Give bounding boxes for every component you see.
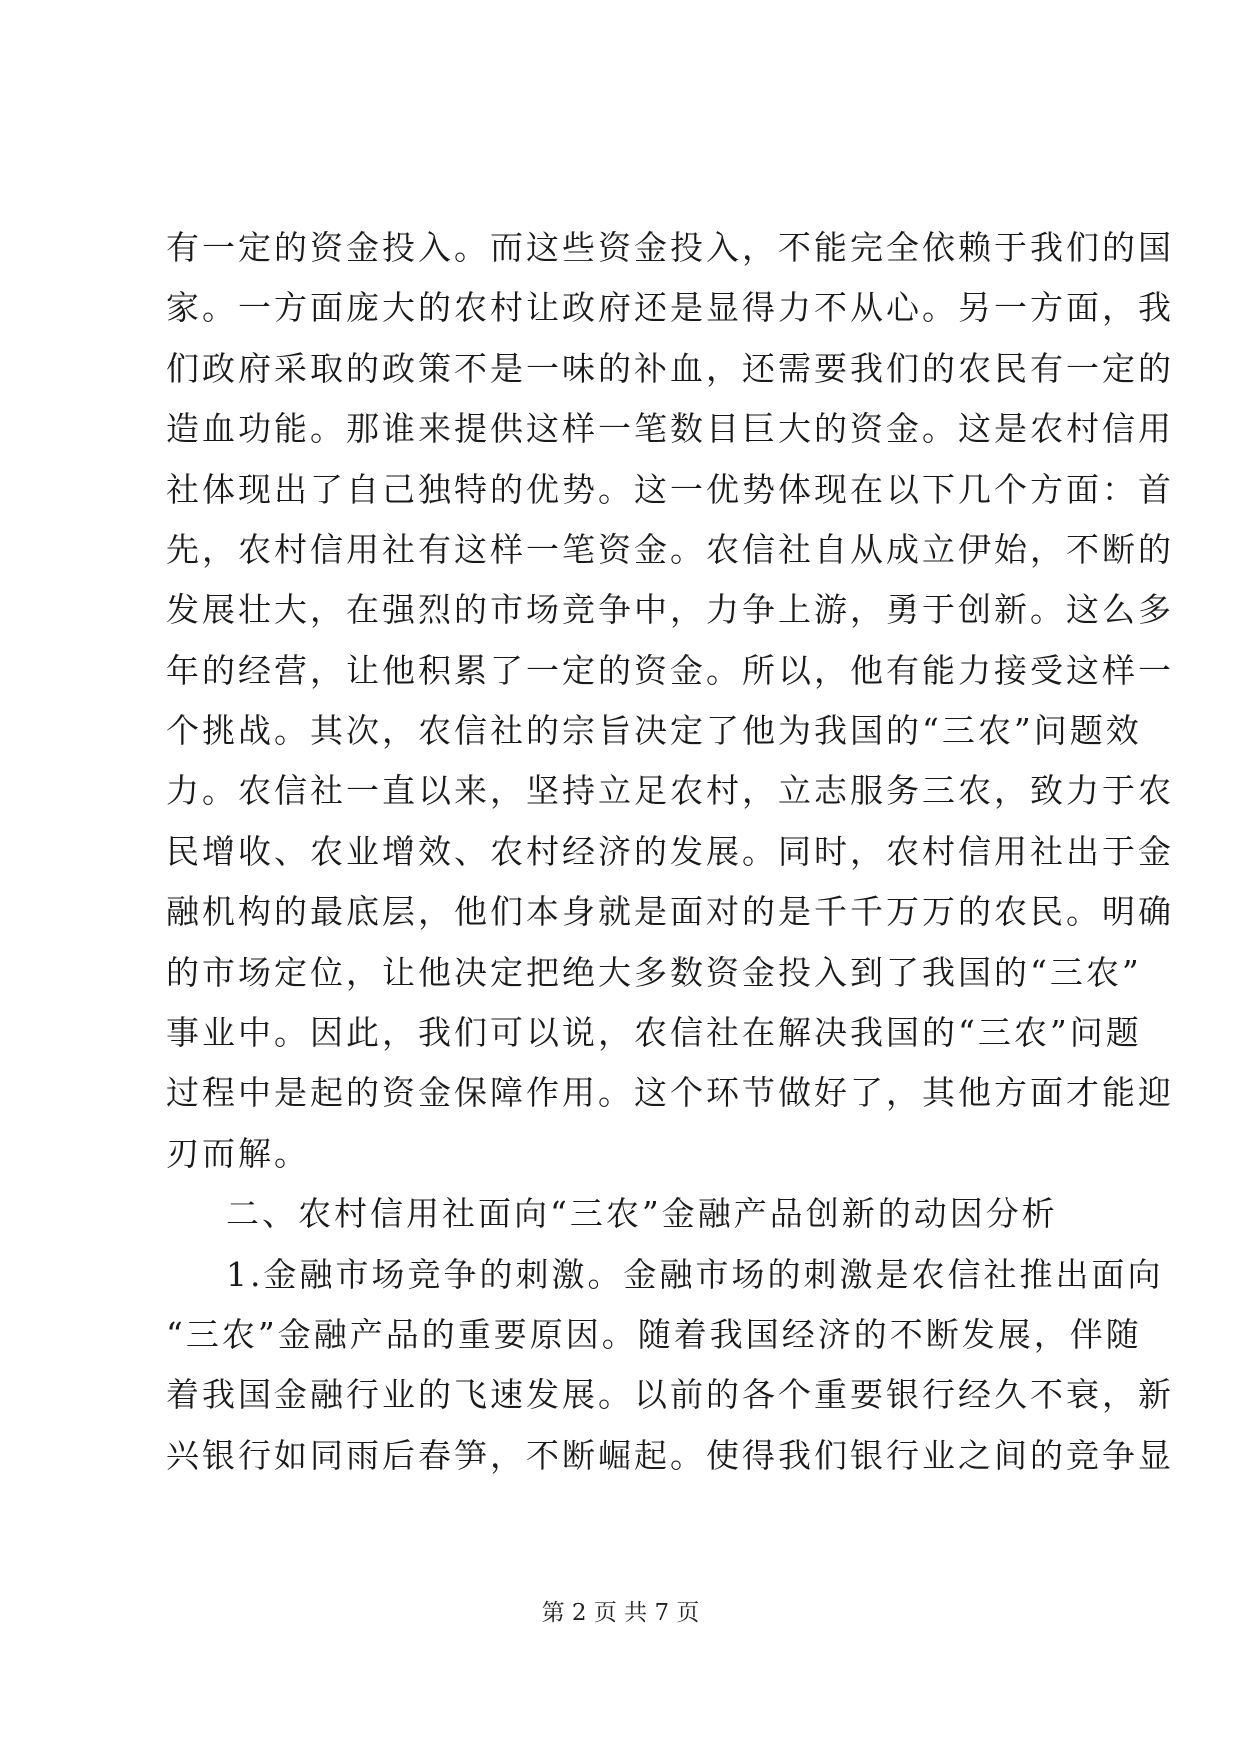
page-footer: 第 2 页 共 7 页 (541, 1600, 700, 1626)
text-line: 先，农村信用社有这样一笔资金。农信社自从成立伊始，不断的 (166, 530, 1174, 569)
text-line: 兴银行如同雨后春笋，不断崛起。使得我们银行业之间的竞争显 (166, 1436, 1174, 1475)
text-line: 家。一方面庞大的农村让政府还是显得力不从心。另一方面，我 (166, 288, 1174, 327)
text-line: 过程中是起的资金保障作用。这个环节做好了，其他方面才能迎 (166, 1073, 1174, 1112)
text-line: 事业中。因此，我们可以说，农信社在解决我国的“三农”问题 (166, 1013, 1142, 1052)
text-line: 社体现出了自己独特的优势。这一优势体现在以下几个方面：首 (166, 470, 1174, 509)
text-line: 造血功能。那谁来提供这样一笔数目巨大的资金。这是农村信用 (166, 409, 1174, 448)
text-line: 融机构的最底层，他们本身就是面对的是千千万万的农民。明确 (166, 892, 1174, 931)
text-line: 力。农信社一直以来，坚持立足农村，立志服务三农，致力于农 (166, 771, 1174, 810)
text-line: 有一定的资金投入。而这些资金投入，不能完全依赖于我们的国 (166, 228, 1174, 267)
text-line: 着我国金融行业的飞速发展。以前的各个重要银行经久不衰，新 (166, 1375, 1174, 1414)
text-line: 民增收、农业增效、农村经济的发展。同时，农村信用社出于金 (166, 832, 1174, 871)
text-line: 们政府采取的政策不是一味的补血，还需要我们的农民有一定的 (166, 349, 1174, 388)
text-line: 发展壮大，在强烈的市场竞争中，力争上游，勇于创新。这么多 (166, 590, 1174, 629)
text-line: “三农”金融产品的重要原因。随着我国经济的不断发展，伴随 (166, 1315, 1142, 1354)
text-line: 年的经营，让他积累了一定的资金。所以，他有能力接受这样一 (166, 651, 1174, 690)
text-line: 1.金融市场竞争的刺激。金融市场的刺激是农信社推出面向 (226, 1255, 1164, 1294)
text-line: 个挑战。其次，农信社的宗旨决定了他为我国的“三农”问题效 (166, 711, 1142, 750)
text-line: 的市场定位，让他决定把绝大多数资金投入到了我国的“三农” (166, 953, 1142, 992)
text-line: 刃而解。 (166, 1134, 310, 1173)
text-line: 二、农村信用社面向“三农”金融产品创新的动因分析 (226, 1194, 1058, 1233)
